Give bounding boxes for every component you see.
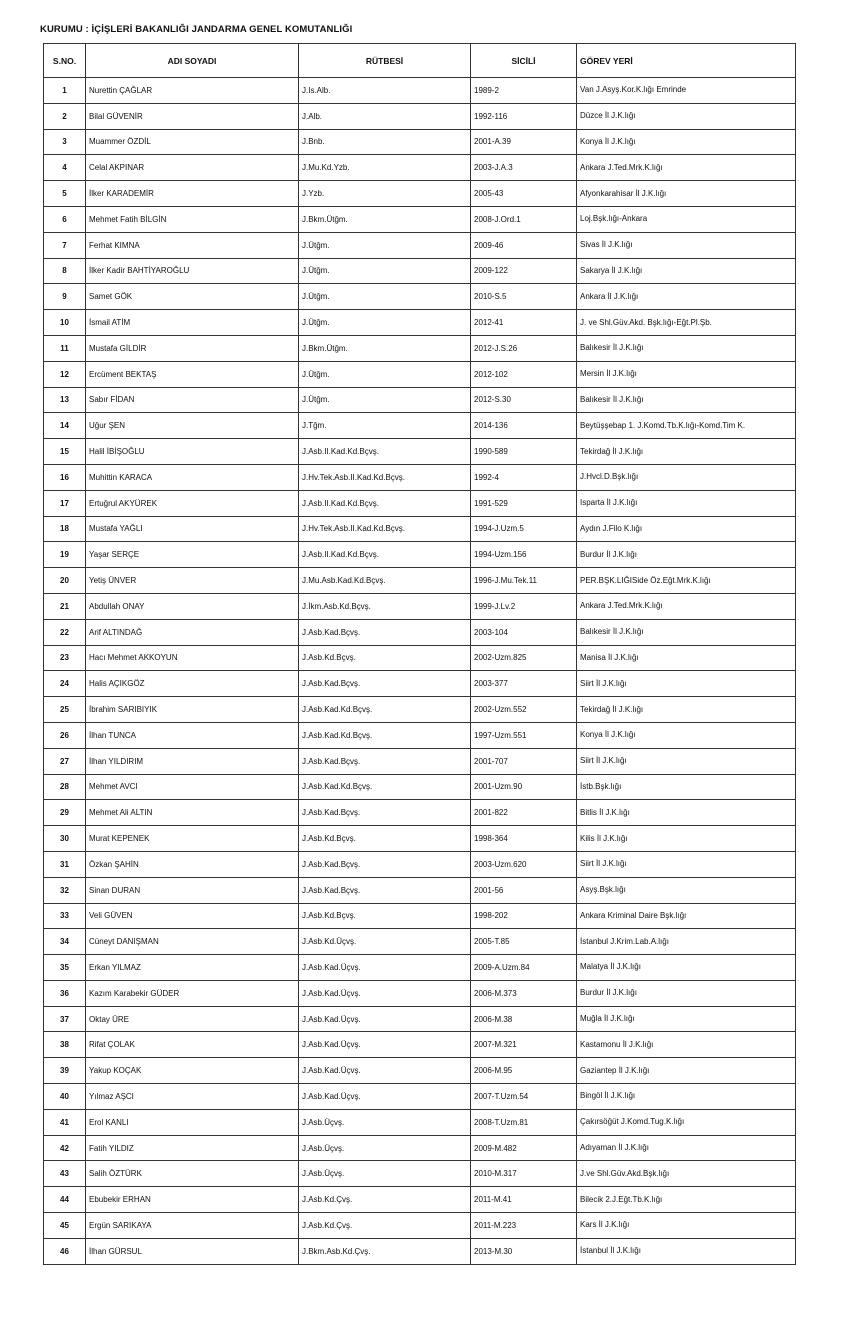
table-row	[44, 387, 796, 413]
table-row	[44, 439, 796, 465]
cell-registry: 2012-102	[471, 361, 577, 387]
cell-registry: 2009-122	[471, 258, 577, 284]
table-row	[44, 258, 796, 284]
cell-name: İsmail ATİM	[86, 310, 299, 336]
cell-rank: J.Ütğm.	[299, 310, 471, 336]
cell-rank: J.Asb.Kad.Kd.Bçvş.	[299, 697, 471, 723]
cell-duty-station: Ankara Kriminal Daire Bşk.lığı	[577, 903, 796, 929]
cell-registry: 1990-589	[471, 439, 577, 465]
cell-name: Yılmaz AŞCI	[86, 1084, 299, 1110]
cell-sno: 29	[44, 800, 86, 826]
cell-rank: J.Bkm.Ütğm.	[299, 206, 471, 232]
cell-duty-station: İstanbul İl J.K.lığı	[577, 1238, 796, 1264]
cell-registry: 2011-M.223	[471, 1213, 577, 1239]
cell-rank: J.Asb.Kd.Bçvş.	[299, 826, 471, 852]
cell-registry: 1989-2	[471, 78, 577, 104]
column-header-rank: RÜTBESİ	[299, 44, 471, 78]
table-row	[44, 1084, 796, 1110]
cell-rank: J.Tğm.	[299, 413, 471, 439]
cell-sno: 34	[44, 929, 86, 955]
cell-rank: J.Ütğm.	[299, 258, 471, 284]
table-row	[44, 774, 796, 800]
table-row	[44, 490, 796, 516]
cell-registry: 2009-M.482	[471, 1135, 577, 1161]
cell-rank: J.Hv.Tek.Asb.II.Kad.Kd.Bçvş.	[299, 464, 471, 490]
cell-rank: J.Asb.Kad.Üçvş.	[299, 980, 471, 1006]
cell-duty-station: Burdur İl J.K.lığı	[577, 980, 796, 1006]
table-row	[44, 645, 796, 671]
cell-rank: J.Alb.	[299, 103, 471, 129]
cell-registry: 2006-M.38	[471, 1006, 577, 1032]
table-row	[44, 722, 796, 748]
cell-rank: J.Mu.Kd.Yzb.	[299, 155, 471, 181]
cell-duty-station: Tekirdağ İl J.K.lığı	[577, 697, 796, 723]
cell-duty-station: Manisa İl J.K.lığı	[577, 645, 796, 671]
cell-name: Muhittin KARACA	[86, 464, 299, 490]
cell-name: Yetiş ÜNVER	[86, 568, 299, 594]
cell-registry: 2003-104	[471, 619, 577, 645]
cell-rank: J.Asb.II.Kad.Kd.Bçvş.	[299, 490, 471, 516]
table-row	[44, 464, 796, 490]
cell-sno: 1	[44, 78, 86, 104]
cell-sno: 17	[44, 490, 86, 516]
cell-name: Cüneyt DANIŞMAN	[86, 929, 299, 955]
cell-registry: 2009-A.Uzm.84	[471, 955, 577, 981]
cell-duty-station: Loj.Bşk.lığı-Ankara	[577, 206, 796, 232]
cell-rank: J.Asb.Kad.Bçvş.	[299, 851, 471, 877]
cell-sno: 25	[44, 697, 86, 723]
cell-duty-station: Van J.Asyş.Kor.K.lığı Emrinde	[577, 78, 796, 104]
cell-registry: 2003-377	[471, 671, 577, 697]
cell-sno: 7	[44, 232, 86, 258]
cell-registry: 2008-J.Ord.1	[471, 206, 577, 232]
cell-name: Kazım Karabekir GÜDER	[86, 980, 299, 1006]
table-row	[44, 413, 796, 439]
cell-name: Arif ALTINDAĞ	[86, 619, 299, 645]
cell-duty-station: J.ve Shl.Güv.Akd.Bşk.lığı	[577, 1161, 796, 1187]
table-row	[44, 361, 796, 387]
table-row	[44, 671, 796, 697]
cell-sno: 11	[44, 335, 86, 361]
cell-registry: 2005-43	[471, 181, 577, 207]
cell-duty-station: Muğla İl J.K.lığı	[577, 1006, 796, 1032]
cell-duty-station: Çakırsöğüt J.Komd.Tug.K.lığı	[577, 1109, 796, 1135]
cell-registry: 1996-J.Mu.Tek.11	[471, 568, 577, 594]
cell-rank: J.Asb.Kd.Üçvş.	[299, 929, 471, 955]
cell-duty-station: Balıkesir İl J.K.lığı	[577, 387, 796, 413]
cell-registry: 1998-364	[471, 826, 577, 852]
cell-sno: 12	[44, 361, 86, 387]
cell-duty-station: İstb.Bşk.lığı	[577, 774, 796, 800]
cell-duty-station: Kastamonu İl J.K.lığı	[577, 1032, 796, 1058]
cell-sno: 41	[44, 1109, 86, 1135]
cell-name: Uğur ŞEN	[86, 413, 299, 439]
cell-rank: J.Asb.Kad.Bçvş.	[299, 877, 471, 903]
cell-name: Erkan YILMAZ	[86, 955, 299, 981]
cell-rank: J.Is.Alb.	[299, 78, 471, 104]
cell-duty-station: Balıkesir İl J.K.lığı	[577, 619, 796, 645]
cell-sno: 46	[44, 1238, 86, 1264]
cell-registry: 1998-202	[471, 903, 577, 929]
cell-rank: J.Asb.Kad.Üçvş.	[299, 1032, 471, 1058]
table-row	[44, 877, 796, 903]
cell-duty-station: Düzce İl J.K.lığı	[577, 103, 796, 129]
table-row	[44, 335, 796, 361]
cell-duty-station: Asyş.Bşk.lığı	[577, 877, 796, 903]
table-row	[44, 748, 796, 774]
cell-rank: J.Asb.Kd.Bçvş.	[299, 645, 471, 671]
table-row	[44, 1058, 796, 1084]
table-row	[44, 103, 796, 129]
cell-duty-station: Ankara İl J.K.lığı	[577, 284, 796, 310]
cell-registry: 2001-56	[471, 877, 577, 903]
cell-name: İlker Kadir BAHTİYAROĞLU	[86, 258, 299, 284]
cell-name: Halil İBİŞOĞLU	[86, 439, 299, 465]
cell-name: Sinan DURAN	[86, 877, 299, 903]
cell-rank: J.Asb.Kad.Kd.Bçvş.	[299, 774, 471, 800]
table-row	[44, 619, 796, 645]
cell-name: Oktay ÜRE	[86, 1006, 299, 1032]
cell-registry: 1992-4	[471, 464, 577, 490]
cell-sno: 27	[44, 748, 86, 774]
cell-rank: J.Asb.Kad.Bçvş.	[299, 619, 471, 645]
cell-duty-station: Bilecik 2.J.Eğt.Tb.K.lığı	[577, 1187, 796, 1213]
table-row	[44, 1006, 796, 1032]
table-row	[44, 232, 796, 258]
cell-registry: 1994-J.Uzm.5	[471, 516, 577, 542]
cell-name: Sabır FİDAN	[86, 387, 299, 413]
cell-name: Mehmet AVCI	[86, 774, 299, 800]
cell-duty-station: Malatya İl J.K.lığı	[577, 955, 796, 981]
cell-registry: 2001-822	[471, 800, 577, 826]
cell-duty-station: J.Hvcl.D.Bşk.lığı	[577, 464, 796, 490]
cell-name: Ergün SARIKAYA	[86, 1213, 299, 1239]
cell-rank: J.Asb.Kd.Çvş.	[299, 1213, 471, 1239]
cell-rank: J.Asb.Kd.Çvş.	[299, 1187, 471, 1213]
cell-rank: J.Hv.Tek.Asb.II.Kad.Kd.Bçvş.	[299, 516, 471, 542]
cell-registry: 2005-T.85	[471, 929, 577, 955]
column-header-duty-station: GÖREV YERİ	[577, 44, 796, 78]
cell-rank: J.Asb.Üçvş.	[299, 1161, 471, 1187]
cell-name: İlhan YILDIRIM	[86, 748, 299, 774]
page-title: KURUMU : İÇİŞLERİ BAKANLIĞI JANDARMA GENEL KOMUTANLIĞI	[40, 24, 353, 35]
column-header-registry: SİCİLİ	[471, 44, 577, 78]
cell-sno: 24	[44, 671, 86, 697]
cell-sno: 35	[44, 955, 86, 981]
cell-name: Mustafa YAĞLI	[86, 516, 299, 542]
table-row	[44, 206, 796, 232]
cell-duty-station: Gaziantep İl J.K.lığı	[577, 1058, 796, 1084]
table-row	[44, 929, 796, 955]
cell-name: Salih ÖZTÜRK	[86, 1161, 299, 1187]
cell-name: Ertuğrul AKYÜREK	[86, 490, 299, 516]
cell-registry: 2010-M.317	[471, 1161, 577, 1187]
cell-name: Muammer ÖZDİL	[86, 129, 299, 155]
cell-name: İbrahim SARIBIYIK	[86, 697, 299, 723]
cell-duty-station: Aydın J.Filo K.lığı	[577, 516, 796, 542]
table-row	[44, 697, 796, 723]
cell-rank: J.Asb.Kad.Üçvş.	[299, 1084, 471, 1110]
cell-registry: 2003-Uzm.620	[471, 851, 577, 877]
cell-rank: J.Asb.Kad.Bçvş.	[299, 671, 471, 697]
table-row	[44, 1135, 796, 1161]
cell-registry: 2007-T.Uzm.54	[471, 1084, 577, 1110]
cell-duty-station: İstanbul J.Krim.Lab.A.lığı	[577, 929, 796, 955]
cell-duty-station: Konya İl J.K.lığı	[577, 129, 796, 155]
cell-rank: J.Asb.Üçvş.	[299, 1135, 471, 1161]
cell-sno: 23	[44, 645, 86, 671]
cell-sno: 43	[44, 1161, 86, 1187]
cell-sno: 28	[44, 774, 86, 800]
cell-name: Erol KANLI	[86, 1109, 299, 1135]
cell-name: Fatih YILDIZ	[86, 1135, 299, 1161]
cell-sno: 40	[44, 1084, 86, 1110]
cell-duty-station: Sakarya İl J.K.lığı	[577, 258, 796, 284]
cell-sno: 2	[44, 103, 86, 129]
column-header-sno: S.NO.	[44, 44, 86, 78]
table-row	[44, 1187, 796, 1213]
cell-registry: 2001-Uzm.90	[471, 774, 577, 800]
cell-registry: 2012-41	[471, 310, 577, 336]
cell-sno: 38	[44, 1032, 86, 1058]
cell-duty-station: Ankara J.Ted.Mrk.K.lığı	[577, 155, 796, 181]
cell-rank: J.Ütğm.	[299, 232, 471, 258]
cell-sno: 44	[44, 1187, 86, 1213]
cell-registry: 2003-J.A.3	[471, 155, 577, 181]
cell-rank: J.Mu.Asb.Kad.Kd.Bçvş.	[299, 568, 471, 594]
cell-registry: 1991-529	[471, 490, 577, 516]
cell-registry: 2006-M.373	[471, 980, 577, 1006]
cell-duty-station: Siirt İl J.K.lığı	[577, 851, 796, 877]
cell-registry: 2012-S.30	[471, 387, 577, 413]
cell-name: Rifat ÇOLAK	[86, 1032, 299, 1058]
cell-sno: 31	[44, 851, 86, 877]
cell-duty-station: Mersin İl J.K.lığı	[577, 361, 796, 387]
cell-sno: 18	[44, 516, 86, 542]
cell-duty-station: Kilis İl J.K.lığı	[577, 826, 796, 852]
table-row	[44, 903, 796, 929]
cell-sno: 15	[44, 439, 86, 465]
cell-sno: 19	[44, 542, 86, 568]
cell-name: İlhan TUNCA	[86, 722, 299, 748]
cell-rank: J.Ütğm.	[299, 387, 471, 413]
cell-sno: 21	[44, 593, 86, 619]
cell-name: Veli GÜVEN	[86, 903, 299, 929]
cell-registry: 2001-A.39	[471, 129, 577, 155]
cell-rank: J.Asb.Üçvş.	[299, 1109, 471, 1135]
cell-sno: 42	[44, 1135, 86, 1161]
cell-rank: J.Bkm.Ütğm.	[299, 335, 471, 361]
cell-duty-station: Sivas İl J.K.lığı	[577, 232, 796, 258]
cell-name: Yakup KOÇAK	[86, 1058, 299, 1084]
cell-sno: 16	[44, 464, 86, 490]
personnel-table	[43, 43, 796, 1265]
cell-sno: 30	[44, 826, 86, 852]
cell-duty-station: Beytüşşebap 1. J.Komd.Tb.K.lığı-Komd.Tim K.	[577, 413, 796, 439]
cell-registry: 2009-46	[471, 232, 577, 258]
cell-registry: 2001-707	[471, 748, 577, 774]
column-header-name: ADI SOYADI	[86, 44, 299, 78]
cell-name: Nurettin ÇAĞLAR	[86, 78, 299, 104]
table-row	[44, 78, 796, 104]
cell-duty-station: PER.BŞK.LIĞISide Öz.Eğt.Mrk.K.lığı	[577, 568, 796, 594]
table-row	[44, 129, 796, 155]
cell-rank: J.Asb.Kd.Bçvş.	[299, 903, 471, 929]
table-row	[44, 1109, 796, 1135]
table-row	[44, 800, 796, 826]
cell-rank: J.Ütğm.	[299, 284, 471, 310]
table-row	[44, 310, 796, 336]
cell-rank: J.Asb.Kad.Kd.Bçvş.	[299, 722, 471, 748]
table-body	[44, 78, 796, 1265]
cell-name: İlhan GÜRSUL	[86, 1238, 299, 1264]
cell-name: Celal AKPINAR	[86, 155, 299, 181]
cell-duty-station: Bitlis İl J.K.lığı	[577, 800, 796, 826]
cell-rank: J.Asb.II.Kad.Kd.Bçvş.	[299, 542, 471, 568]
cell-sno: 22	[44, 619, 86, 645]
cell-name: İlker KARADEMİR	[86, 181, 299, 207]
cell-sno: 14	[44, 413, 86, 439]
table-row	[44, 851, 796, 877]
cell-registry: 2002-Uzm.552	[471, 697, 577, 723]
cell-sno: 9	[44, 284, 86, 310]
cell-duty-station: Bingöl İl J.K.lığı	[577, 1084, 796, 1110]
cell-sno: 8	[44, 258, 86, 284]
cell-sno: 45	[44, 1213, 86, 1239]
cell-sno: 6	[44, 206, 86, 232]
cell-sno: 10	[44, 310, 86, 336]
cell-name: Mehmet Ali ALTIN	[86, 800, 299, 826]
cell-rank: J.İkm.Asb.Kd.Bçvş.	[299, 593, 471, 619]
cell-registry: 2006-M.95	[471, 1058, 577, 1084]
table-row	[44, 955, 796, 981]
cell-registry: 1997-Uzm.551	[471, 722, 577, 748]
cell-name: Ercüment BEKTAŞ	[86, 361, 299, 387]
table-header-row	[44, 44, 796, 78]
cell-registry: 1994-Uzm.156	[471, 542, 577, 568]
cell-rank: J.Asb.Kad.Bçvş.	[299, 748, 471, 774]
cell-duty-station: Adıyaman İl J.K.lığı	[577, 1135, 796, 1161]
cell-duty-station: Tekirdağ İl J.K.lığı	[577, 439, 796, 465]
cell-duty-station: J. ve Shl.Güv.Akd. Bşk.lığı-Eğt.Pl.Şb.	[577, 310, 796, 336]
cell-rank: J.Bkm.Asb.Kd.Çvş.	[299, 1238, 471, 1264]
cell-sno: 3	[44, 129, 86, 155]
cell-rank: J.Asb.II.Kad.Kd.Bçvş.	[299, 439, 471, 465]
table-row	[44, 181, 796, 207]
cell-duty-station: Siirt İl J.K.lığı	[577, 748, 796, 774]
cell-rank: J.Asb.Kad.Üçvş.	[299, 955, 471, 981]
cell-registry: 2013-M.30	[471, 1238, 577, 1264]
cell-name: Mustafa GİLDİR	[86, 335, 299, 361]
table-row	[44, 1161, 796, 1187]
table-row	[44, 1238, 796, 1264]
table-row	[44, 568, 796, 594]
cell-sno: 13	[44, 387, 86, 413]
cell-name: Yaşar SERÇE	[86, 542, 299, 568]
cell-duty-station: Afyonkarahisar İl J.K.lığı	[577, 181, 796, 207]
cell-name: Mehmet Fatih BİLGİN	[86, 206, 299, 232]
cell-duty-station: Ankara J.Ted.Mrk.K.lığı	[577, 593, 796, 619]
cell-registry: 1992-116	[471, 103, 577, 129]
cell-name: Samet GÖK	[86, 284, 299, 310]
table-row	[44, 284, 796, 310]
cell-duty-station: Balıkesir İl J.K.lığı	[577, 335, 796, 361]
cell-name: Murat KEPENEK	[86, 826, 299, 852]
cell-rank: J.Yzb.	[299, 181, 471, 207]
cell-registry: 1999-J.Lv.2	[471, 593, 577, 619]
cell-name: Ferhat KIMNA	[86, 232, 299, 258]
cell-name: Abdullah ONAY	[86, 593, 299, 619]
cell-registry: 2014-136	[471, 413, 577, 439]
cell-registry: 2010-S.5	[471, 284, 577, 310]
cell-name: Özkan ŞAHİN	[86, 851, 299, 877]
table-row	[44, 516, 796, 542]
cell-sno: 26	[44, 722, 86, 748]
cell-registry: 2011-M.41	[471, 1187, 577, 1213]
table-row	[44, 826, 796, 852]
cell-sno: 4	[44, 155, 86, 181]
table-row	[44, 1032, 796, 1058]
table-row	[44, 155, 796, 181]
cell-sno: 5	[44, 181, 86, 207]
cell-sno: 20	[44, 568, 86, 594]
cell-rank: J.Asb.Kad.Bçvş.	[299, 800, 471, 826]
cell-sno: 37	[44, 1006, 86, 1032]
cell-name: Hacı Mehmet AKKOYUN	[86, 645, 299, 671]
cell-rank: J.Asb.Kad.Üçvş.	[299, 1006, 471, 1032]
cell-rank: J.Bnb.	[299, 129, 471, 155]
cell-rank: J.Asb.Kad.Üçvş.	[299, 1058, 471, 1084]
cell-rank: J.Ütğm.	[299, 361, 471, 387]
cell-sno: 39	[44, 1058, 86, 1084]
cell-sno: 32	[44, 877, 86, 903]
cell-duty-station: Konya İl J.K.lığı	[577, 722, 796, 748]
table-row	[44, 980, 796, 1006]
cell-sno: 36	[44, 980, 86, 1006]
cell-registry: 2008-T.Uzm.81	[471, 1109, 577, 1135]
cell-name: Bilal GÜVENİR	[86, 103, 299, 129]
cell-duty-station: Kars İl J.K.lığı	[577, 1213, 796, 1239]
cell-duty-station: Siirt İl J.K.lığı	[577, 671, 796, 697]
table-row	[44, 593, 796, 619]
table-row	[44, 542, 796, 568]
cell-registry: 2012-J.S.26	[471, 335, 577, 361]
cell-name: Ebubekir ERHAN	[86, 1187, 299, 1213]
cell-registry: 2007-M.321	[471, 1032, 577, 1058]
cell-duty-station: Isparta İl J.K.lığı	[577, 490, 796, 516]
cell-name: Halis AÇIKGÖZ	[86, 671, 299, 697]
cell-duty-station: Burdur İl J.K.lığı	[577, 542, 796, 568]
table-row	[44, 1213, 796, 1239]
cell-sno: 33	[44, 903, 86, 929]
cell-registry: 2002-Uzm.825	[471, 645, 577, 671]
